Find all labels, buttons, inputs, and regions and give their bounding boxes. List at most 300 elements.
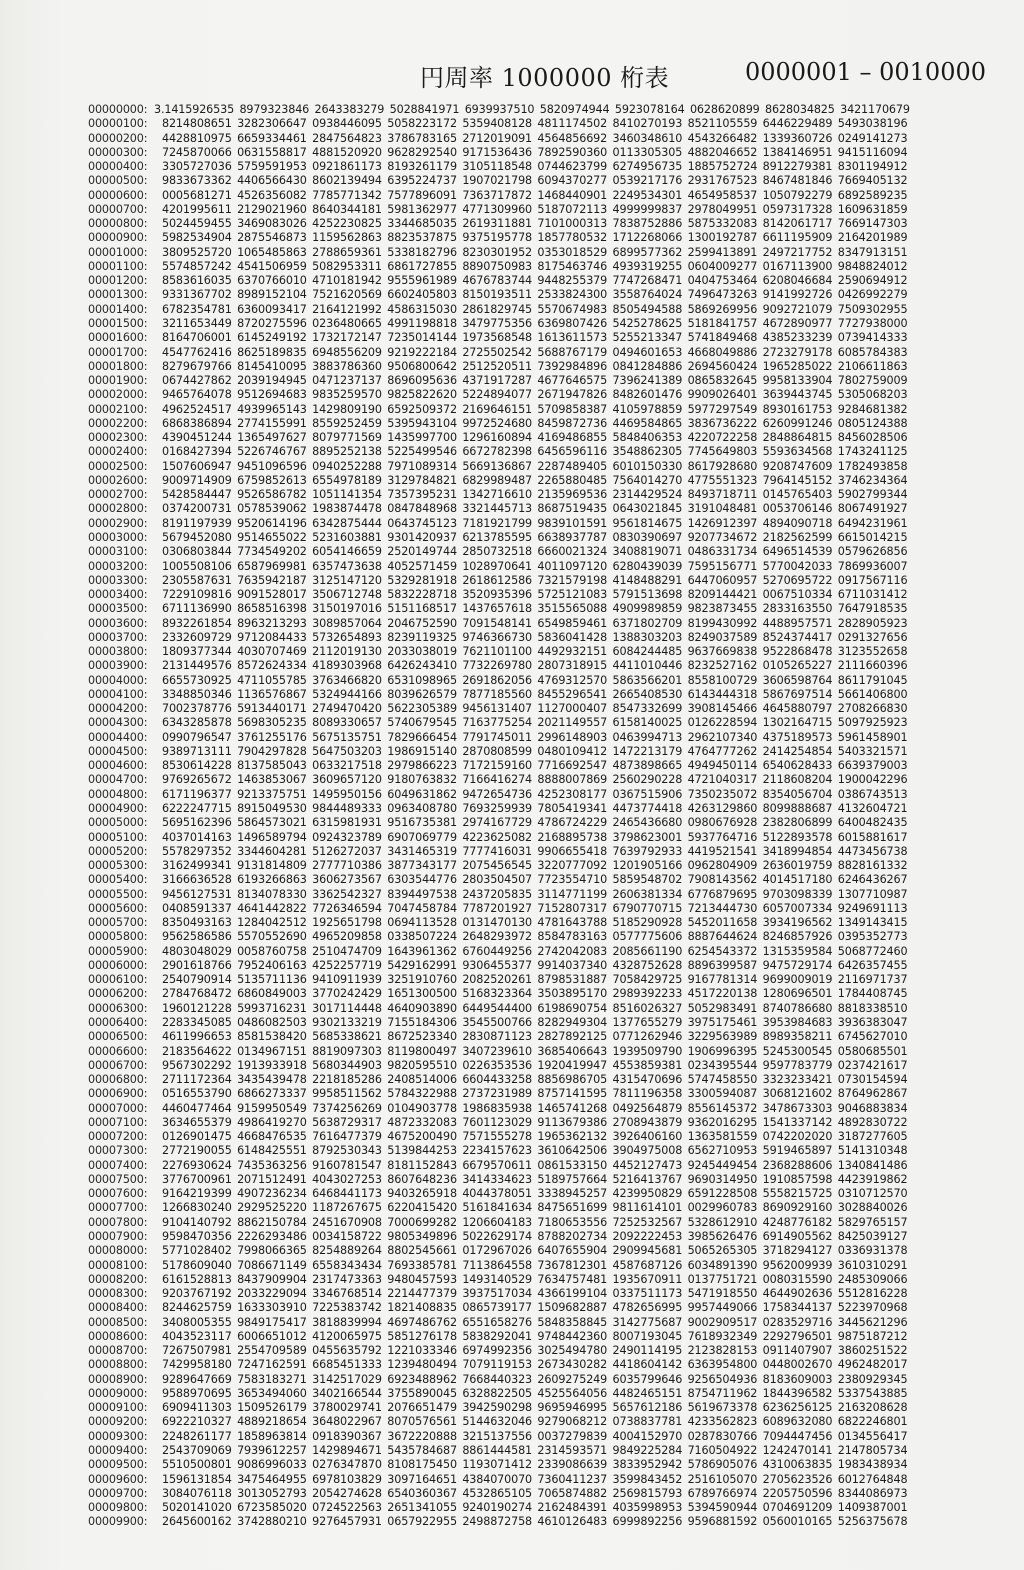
- table-row: [88, 1230, 992, 1244]
- table-row: [88, 160, 992, 174]
- row-digits: 7229109816 9091528017 3506712748 5832228718 3520935396 5725121083 5791513698 8209144421 0067510334 6711031412: [162, 588, 908, 602]
- row-index: 00006900:: [88, 1087, 148, 1101]
- row-index: 00005200:: [88, 844, 148, 858]
- table-row: [88, 816, 992, 830]
- row-index: 00002800:: [88, 502, 148, 516]
- row-digits: 6655730925 4711055785 3763466820 6531098965 2691862056 4769312570 5863566201 8558100729 3606598764 8611791045: [162, 673, 908, 687]
- row-digits: 9203767192 2033229094 3346768514 2214477379 3937517034 4366199104 0337511173 5471918550 4644902636 5512816228: [162, 1287, 908, 1301]
- table-row: [88, 745, 992, 759]
- row-digits: 6711136990 8658516398 3150197016 5151168517 1437657618 3515565088 4909989859 9823873455 2833163550 7647918535: [162, 602, 908, 616]
- row-digits: 6343285878 5698305235 8089330657 5740679545 7163775254 2021149557 6158140025 0126228594 1302164715 5097925923: [162, 716, 908, 730]
- row-digits: 8530614228 8137585043 0633217518 2979866223 7172159160 7716692547 4873898665 4949450114 6540628433 6639379003: [162, 759, 908, 773]
- row-digits: 9331367702 8989152104 7521620569 6602405803 8150193511 2533824300 3558764024 7496473263 9141992726 0426992279: [162, 288, 908, 302]
- row-digits: 4043523117 6006651012 4120065975 5851276178 5838292041 9748442360 8007193045 7618932349 2292796501 9875187212: [162, 1329, 908, 1343]
- table-row: [88, 488, 992, 502]
- table-row: [88, 788, 992, 802]
- row-index: 00000000:: [88, 103, 148, 116]
- table-row: [88, 203, 992, 217]
- table-row: [88, 303, 992, 317]
- row-digits: 9164219399 4907236234 6468441173 9403265918 4044378051 3338945257 4239950829 6591228508 5558215725 0310712570: [162, 1187, 908, 1201]
- row-index: 00003200:: [88, 559, 148, 573]
- table-row: [88, 574, 992, 588]
- row-index: 00004600:: [88, 759, 148, 773]
- table-row: [88, 360, 992, 374]
- table-row: [88, 502, 992, 516]
- row-index: 00003800:: [88, 645, 148, 659]
- table-row: [88, 1016, 992, 1030]
- table-row: [88, 246, 992, 260]
- row-digits: 1596131854 3475464955 6978103829 3097164651 4384070070 7360411237 3599843452 2516105070 2705623526 6012764848: [162, 1472, 908, 1486]
- row-index: 00006200:: [88, 987, 148, 1001]
- row-index: 00006000:: [88, 958, 148, 972]
- row-index: 00008600:: [88, 1329, 148, 1343]
- row-index: 00004900:: [88, 802, 148, 816]
- row-index: 00002400:: [88, 445, 148, 459]
- row-index: 00002900:: [88, 516, 148, 530]
- row-index: 00008900:: [88, 1372, 148, 1386]
- row-digits: 9389713111 7904297828 5647503203 1986915140 2870808599 0480109412 1472213179 4764777262 2414254854 5403321571: [162, 744, 908, 758]
- table-row: [88, 716, 992, 730]
- row-digits: 2543709069 7939612257 1429894671 5435784687 8861444581 2314593571 9849225284 7160504922 1242470141 2147805734: [162, 1443, 908, 1457]
- table-row: [88, 1430, 992, 1444]
- row-index: 00001600:: [88, 331, 148, 345]
- row-digits: 3.1415926535 8979323846 2643383279 5028841971 6939937510 5820974944 5923078164 0628620899 8628034825 3421170679: [154, 103, 910, 116]
- row-index: 00004700:: [88, 773, 148, 787]
- row-index: 00000200:: [88, 131, 148, 145]
- table-row: [88, 1201, 992, 1215]
- table-row: [88, 417, 992, 431]
- table-row: [88, 374, 992, 388]
- table-row: [88, 1102, 992, 1116]
- row-digits: 3162499341 9131814809 2777710386 3877343177 2075456545 3220777092 1201905166 0962804909 2636019759 8828161332: [162, 859, 908, 873]
- row-index: 00007000:: [88, 1101, 148, 1115]
- row-digits: 6868386894 2774155991 8559252459 5395943104 9972524680 8459872736 4469584865 3836736222 6260991246 0805124388: [162, 416, 908, 430]
- row-index: 00007300:: [88, 1144, 148, 1158]
- row-digits: 8191197939 9520614196 6342875444 0643745123 7181921799 9839101591 9561814675 1426912397 4894090718 6494231961: [162, 516, 908, 530]
- row-digits: 4460477464 9159950549 7374256269 0104903778 1986835938 1465741268 0492564879 8556145372 3478673303 9046883834: [162, 1101, 908, 1115]
- table-row: [88, 987, 992, 1001]
- table-row: [88, 916, 992, 930]
- table-row: [88, 103, 992, 117]
- row-index: 00003300:: [88, 573, 148, 587]
- table-row: [88, 631, 992, 645]
- row-digits: 3348850346 1136576867 5324944166 8039626579 7877185560 8455296541 2665408530 6143444318 5867697514 5661406800: [162, 687, 908, 701]
- row-index: 00004100:: [88, 687, 148, 701]
- row-index: 00000500:: [88, 174, 148, 188]
- table-row: [88, 1045, 992, 1059]
- row-digits: 7429958180 7247162591 6685451333 1239480494 7079119153 2673430282 4418604142 6363954800 0448002670 4962482017: [162, 1358, 908, 1372]
- table-row: [88, 1187, 992, 1201]
- table-row: [88, 431, 992, 445]
- row-index: 00000100:: [88, 117, 148, 131]
- row-digits: 3634655379 4986419270 5638729317 4872332083 7601123029 9113679386 2708943879 9362016295 1541337142 4892830722: [162, 1115, 908, 1129]
- row-index: 00005500:: [88, 887, 148, 901]
- row-digits: 9562586586 5570552690 4965209858 0338507224 2648293972 8584783163 0577775606 8887644624 8246857926 0395352773: [162, 930, 908, 944]
- table-row: [88, 1059, 992, 1073]
- row-digits: 6922210327 4889218654 3648022967 8070576561 5144632046 9279068212 0738837781 4233562823 6089632080 6822246801: [162, 1415, 908, 1429]
- table-row: [88, 474, 992, 488]
- row-index: 00001500:: [88, 316, 148, 330]
- row-index: 00009000:: [88, 1386, 148, 1400]
- row-index: 00001200:: [88, 274, 148, 288]
- row-index: 00007700:: [88, 1201, 148, 1215]
- row-digits: 1960121228 5993716231 3017114448 4640903890 6449544400 6198690754 8516026327 5052983491 8740786680 8818338510: [162, 1001, 908, 1015]
- page-header: [0, 58, 1024, 94]
- row-digits: 0168427394 5226746767 8895252138 5225499546 6672782398 6456596116 3548862305 7745649803 5593634568 1743241125: [162, 445, 908, 459]
- table-row: [88, 930, 992, 944]
- row-index: 00005600:: [88, 901, 148, 915]
- row-index: 00003000:: [88, 530, 148, 544]
- table-row: [88, 560, 992, 574]
- table-row: [88, 873, 992, 887]
- row-index: 00002500:: [88, 459, 148, 473]
- row-index: 00002700:: [88, 488, 148, 502]
- digit-range: 0000001 – 0010000: [744, 58, 986, 86]
- row-index: 00003900:: [88, 659, 148, 673]
- row-index: 00005000:: [88, 816, 148, 830]
- row-digits: 6171196377 9213375751 1495950156 6049631862 9472654736 4252308177 0367515906 7350235072 8354056704 0386743513: [162, 787, 908, 801]
- row-digits: 2283345085 0486082503 9302133219 7155184306 3545500766 8282949304 1377655279 3975175461 3953984683 3936383047: [162, 1016, 908, 1029]
- row-digits: 0408591337 4641442822 7726346594 7047458784 7787201927 7152807317 6790770715 7213444730 6057007334 9249691113: [162, 901, 908, 915]
- table-row: [88, 888, 992, 902]
- row-index: 00007600:: [88, 1187, 148, 1201]
- row-digits: 3809525720 1065485863 2788659361 5338182796 8230301952 0353018529 6899577362 2599413891 2497217752 8347913151: [162, 245, 908, 259]
- table-row: [88, 445, 992, 459]
- table-row: [88, 288, 992, 302]
- row-digits: 5024459455 3469083026 4252230825 3344685035 2619311881 7101000313 7838752886 5875332083 8142061717 7669147303: [162, 217, 908, 231]
- row-index: 00008300:: [88, 1287, 148, 1301]
- row-index: 00005300:: [88, 859, 148, 873]
- row-digits: 6782354781 6360093417 2164121992 4586315030 2861829745 5570674983 8505494588 5869269956 9092721079 7509302955: [162, 302, 908, 316]
- row-index: 00008500:: [88, 1315, 148, 1329]
- row-index: 00000600:: [88, 188, 148, 202]
- row-digits: 5178609040 7086671149 6558343434 7693385781 7113864558 7367812301 4587687126 6034891390 9562009939 3610310291: [162, 1258, 908, 1272]
- row-digits: 0005681271 4526356082 7785771342 7577896091 7363717872 1468440901 2249534301 4654958537 1050792279 6892589235: [162, 188, 908, 202]
- row-digits: 9289647669 7583183271 3142517029 6923488962 7668440323 2609275249 6035799646 9256504936 8183609003 2380929345: [162, 1372, 908, 1386]
- row-index: 00009700:: [88, 1486, 148, 1500]
- row-digits: 2901618766 7952406163 4252257719 5429162991 9306455377 9914037340 4328752628 8896399587 9475729174 6426357455: [162, 958, 908, 972]
- row-digits: 6161528813 8437909904 2317473363 9480457593 1493140529 7634757481 1935670911 0137751721 0080315590 2485309066: [162, 1272, 908, 1286]
- row-digits: 0674427862 2039194945 0471237137 8696095636 4371917287 4677646575 7396241389 0865832645 9958133904 7802759009: [162, 374, 908, 388]
- row-index: 00009400:: [88, 1443, 148, 1457]
- page-title: 円周率 1000000 桁表: [420, 64, 670, 92]
- table-row: [88, 1501, 992, 1515]
- row-digits: 5695162396 5864573021 6315981931 9516735381 2974167729 4786724229 2465436680 0980676928 2382806899 6400482435: [162, 816, 908, 830]
- row-digits: 0126901475 4668476535 7616477379 4675200490 7571555278 1965362132 3926406160 1363581559 0742202020 3187277605: [162, 1130, 908, 1144]
- table-row: [88, 973, 992, 987]
- row-digits: 6222247715 8915049530 9844489333 0963408780 7693259939 7805419341 4473774418 4263129860 8099888687 4132604721: [162, 802, 908, 816]
- table-row: [88, 217, 992, 231]
- row-index: 00004800:: [88, 787, 148, 801]
- table-row: [88, 1358, 992, 1372]
- table-row: [88, 1216, 992, 1230]
- row-digits: 2711172364 3435439478 2218185286 2408514006 6604433258 8856986705 4315470696 5747458550 3323233421 0730154594: [162, 1073, 908, 1087]
- row-index: 00005800:: [88, 930, 148, 944]
- table-row: [88, 645, 992, 659]
- row-index: 00002200:: [88, 416, 148, 430]
- row-digits: 8164706001 6145249192 1732172147 7235014144 1973568548 1613611573 5255213347 5741849468 4385233239 0739414333: [162, 331, 908, 345]
- row-index: 00001700:: [88, 345, 148, 359]
- row-index: 00007400:: [88, 1158, 148, 1172]
- row-index: 00003600:: [88, 616, 148, 630]
- row-index: 00005900:: [88, 944, 148, 958]
- table-row: [88, 146, 992, 160]
- table-row: [88, 1316, 992, 1330]
- table-row: [88, 1301, 992, 1315]
- row-digits: 5510500801 9086996033 0276347870 8108175450 1193071412 2339086639 3833952942 5786905076 4310063835 1983438934: [162, 1458, 908, 1472]
- row-digits: 7245870066 0631558817 4881520920 9628292540 9171536436 7892590360 0113305305 4882046652 1384146951 9415116094: [162, 145, 908, 159]
- table-row: [88, 1116, 992, 1130]
- row-index: 00006700:: [88, 1058, 148, 1072]
- table-row: [88, 659, 992, 673]
- table-row: [88, 1330, 992, 1344]
- row-digits: 1005508106 6587969981 6357473638 4052571459 1028970641 4011097120 6280439039 7595156771 5770042033 7869936007: [162, 559, 908, 573]
- table-row: [88, 1030, 992, 1044]
- table-row: [88, 845, 992, 859]
- row-index: 00009500:: [88, 1458, 148, 1472]
- row-index: 00002300:: [88, 431, 148, 445]
- table-row: [88, 1444, 992, 1458]
- row-digits: 4390451244 1365497627 8079771569 1435997700 1296160894 4169486855 5848406353 4220722258 2848864815 8456028506: [162, 431, 908, 445]
- table-row: [88, 517, 992, 531]
- row-digits: 3166636528 6193266863 3606273567 6303544776 2803504507 7723554710 5859548702 7908143562 4014517180 6246436267: [162, 873, 908, 887]
- row-index: 00001100:: [88, 259, 148, 273]
- row-digits: 0990796547 3761255176 5675135751 7829666454 7791745011 2996148903 0463994713 2962107340 4375189573 5961458901: [162, 730, 908, 744]
- row-index: 00000400:: [88, 160, 148, 174]
- row-index: 00001300:: [88, 288, 148, 302]
- row-digits: 0516553790 6866273337 9958511562 5784322988 2737231989 8757141595 7811196358 3300594087 3068121602 8764962867: [162, 1087, 908, 1101]
- row-index: 00003400:: [88, 588, 148, 602]
- row-digits: 8583616035 6370766010 4710181942 9555961989 4676783744 9448255379 7747268471 0404753464 6208046684 2590694912: [162, 274, 908, 288]
- table-row: [88, 602, 992, 616]
- row-index: 00001000:: [88, 245, 148, 259]
- row-digits: 9598470356 2226293486 0034158722 9805349896 5022629174 8788202734 2092222453 3985626476 6914905562 8425039127: [162, 1229, 908, 1243]
- row-index: 00004500:: [88, 744, 148, 758]
- row-digits: 8244625759 1633303910 7225383742 1821408835 0865739177 1509682887 4782656995 9957449066 1758344137 5223970968: [162, 1301, 908, 1315]
- table-row: [88, 731, 992, 745]
- row-index: 00005100:: [88, 830, 148, 844]
- row-index: 00004400:: [88, 730, 148, 744]
- row-digits: 1809377344 4030707469 2112019130 2033038019 7621101100 4492932151 6084244485 9637669838 9522868478 3123552658: [162, 645, 908, 659]
- row-digits: 6909411303 1509526179 3780029741 2076651479 3942590298 9695946995 5657612186 5619673378 6236256125 2163208628: [162, 1401, 908, 1415]
- table-row: [88, 1144, 992, 1158]
- row-index: 00008800:: [88, 1358, 148, 1372]
- row-digits: 4201995611 2129021960 8640344181 5981362977 4771309960 5187072113 4999999837 2978049951 0597317328 1609631859: [162, 202, 908, 216]
- row-digits: 9104140792 8862150784 2451670908 7000699282 1206604183 7180653556 7252532567 5328612910 4248776182 5829765157: [162, 1215, 908, 1229]
- row-digits: 4611996653 8581538420 5685338621 8672523340 2830871123 2827892125 0771262946 3229563989 8989358211 6745627010: [162, 1030, 908, 1044]
- table-row: [88, 260, 992, 274]
- row-digits: 4037014163 1496589794 0924323789 6907069779 4223625082 2168895738 3798623001 5937764716 5122893578 6015881617: [162, 830, 908, 844]
- row-index: 00005400:: [88, 873, 148, 887]
- row-digits: 3211653449 8720275596 0236480665 4991198818 3479775356 6369807426 5425278625 5181841757 4672890977 7727938000: [162, 316, 908, 330]
- row-index: 00002100:: [88, 402, 148, 416]
- table-row: [88, 1415, 992, 1429]
- row-digits: 8350493163 1284042512 1925651798 0694113528 0131470130 4781643788 5185290928 5452011658 3934196562 1349143415: [162, 916, 908, 930]
- table-row: [88, 1087, 992, 1101]
- table-row: [88, 346, 992, 360]
- row-digits: 9588970695 3653494060 3402166544 3755890045 6328822505 4525564056 4482465151 8754711962 1844396582 5337543885: [162, 1386, 908, 1400]
- row-index: 00009800:: [88, 1501, 148, 1515]
- table-row: [88, 1458, 992, 1472]
- table-row: [88, 1373, 992, 1387]
- table-row: [88, 1073, 992, 1087]
- table-row: [88, 1515, 992, 1529]
- row-index: 00007800:: [88, 1215, 148, 1229]
- table-row: [88, 132, 992, 146]
- table-row: [88, 859, 992, 873]
- row-index: 00005700:: [88, 916, 148, 930]
- row-index: 00008700:: [88, 1344, 148, 1358]
- table-row: [88, 189, 992, 203]
- table-row: [88, 1387, 992, 1401]
- row-index: 00009900:: [88, 1515, 148, 1529]
- table-row: [88, 460, 992, 474]
- row-index: 00001400:: [88, 302, 148, 316]
- row-index: 00004000:: [88, 673, 148, 687]
- table-row: [88, 1002, 992, 1016]
- table-row: [88, 688, 992, 702]
- table-row: [88, 403, 992, 417]
- row-digits: 9769265672 1463853067 3609657120 9180763832 7166416274 8888007869 2560290228 4721040317 2118608204 1900042296: [162, 773, 908, 787]
- row-digits: 2131449576 8572624334 4189303968 6426243410 7732269780 2807318915 4411010446 8232527162 0105265227 2111660396: [162, 659, 908, 673]
- row-digits: 2645600162 3742880210 9276457931 0657922955 2498872758 4610126483 6999892256 9596881592 0560010165 5256375678: [162, 1515, 908, 1529]
- row-index: 00008200:: [88, 1272, 148, 1286]
- row-digits: 5578297352 3344604281 5126272037 3431465319 7777416031 9906655418 7639792933 4419521541 3418994854 4473456738: [162, 844, 908, 858]
- row-index: 00006400:: [88, 1016, 148, 1029]
- row-digits: 3305727036 5759591953 0921861173 8193261179 3105118548 0744623799 6274956735 1885752724 8912279381 8301194912: [162, 160, 908, 174]
- table-row: [88, 317, 992, 331]
- row-digits: 4547762416 8625189835 6948556209 9219222184 2725502542 5688767179 0494601653 4668049886 2723279178 6085784383: [162, 345, 908, 359]
- table-row: [88, 1130, 992, 1144]
- row-digits: 2248261177 1858963814 0918390367 3672220888 3215137556 0037279839 4004152970 0287830766 7094447456 0134556417: [162, 1429, 908, 1443]
- row-digits: 7267507981 2554709589 0455635792 1221033346 6974992356 3025494780 2490114195 2123828153 0911407907 3860251522: [162, 1344, 908, 1358]
- row-digits: 4428810975 6659334461 2847564823 3786783165 2712019091 4564856692 3460348610 4543266482 1339360726 0249141273: [162, 131, 908, 145]
- table-row: [88, 1159, 992, 1173]
- row-index: 00000300:: [88, 145, 148, 159]
- row-digits: 5574857242 4541506959 5082953311 6861727855 8890750983 8175463746 4939319255 0604009277 0167113900 9848824012: [162, 259, 908, 273]
- row-index: 00003500:: [88, 602, 148, 616]
- table-row: [88, 531, 992, 545]
- row-digits: 9009714909 6759852613 6554978189 3129784821 6829989487 2265880485 7564014270 4775551323 7964145152 3746234364: [162, 473, 908, 487]
- table-row: [88, 945, 992, 959]
- table-row: [88, 1259, 992, 1273]
- row-index: 00009100:: [88, 1401, 148, 1415]
- row-digits: 9465764078 9512694683 9835259570 9825822620 5224894077 2671947826 8482601476 9909026401 3639443745 5305068203: [162, 388, 908, 402]
- row-index: 00000800:: [88, 217, 148, 231]
- row-index: 00004300:: [88, 716, 148, 730]
- row-digits: 4962524517 4939965143 1429809190 6592509372 2169646151 5709858387 4105978859 5977297549 8930161753 9284681382: [162, 402, 908, 416]
- row-index: 00003100:: [88, 545, 148, 559]
- table-row: [88, 831, 992, 845]
- table-row: [88, 545, 992, 559]
- row-index: 00008100:: [88, 1258, 148, 1272]
- table-row: [88, 674, 992, 688]
- row-digits: 2772190055 6148425551 8792530343 5139844253 2234157623 3610642506 3904975008 6562710953 5919465897 5141310348: [162, 1144, 908, 1158]
- row-index: 00002000:: [88, 388, 148, 402]
- table-row: [88, 117, 992, 131]
- table-row: [88, 702, 992, 716]
- table-row: [88, 1173, 992, 1187]
- row-digits: 2332609729 9712084433 5732654893 8239119325 9746366730 5836041428 1388303203 8249037589 8524374417 0291327656: [162, 630, 908, 644]
- row-digits: 5771028402 7998066365 8254889264 8802545661 0172967026 6407655904 2909945681 5065265305 3718294127 0336931378: [162, 1244, 908, 1258]
- row-index: 00006600:: [88, 1044, 148, 1058]
- table-row: [88, 759, 992, 773]
- row-index: 00006100:: [88, 973, 148, 987]
- table-row: [88, 1287, 992, 1301]
- row-digits: 1266830240 2929525220 1187267675 6220415420 5161841634 8475651699 9811614101 0029960783 8690929160 3028840026: [162, 1201, 908, 1215]
- row-digits: 0374200731 0578539062 1983874478 0847848968 3321445713 8687519435 0643021845 3191048481 0053706146 8067491927: [162, 502, 908, 516]
- table-row: [88, 274, 992, 288]
- row-index: 00006800:: [88, 1073, 148, 1087]
- table-row: [88, 1344, 992, 1358]
- row-digits: 2183564622 0134967151 8819097303 8119800497 3407239610 3685406643 1939509790 1906996395 5245300545 0580685501: [162, 1044, 908, 1058]
- row-index: 00007200:: [88, 1130, 148, 1144]
- table-row: [88, 802, 992, 816]
- row-digits: 9456127531 8134078330 3362542327 8394497538 2437205835 3114771199 2606381334 6776879695 9703098339 1307710987: [162, 887, 908, 901]
- row-index: 00009300:: [88, 1429, 148, 1443]
- row-index: 00008000:: [88, 1244, 148, 1258]
- row-digits: 4803048029 0058760758 2510474709 1643961362 6760449256 2742042083 2085661190 6254543372 1315359584 5068772460: [162, 944, 908, 958]
- row-index: 00007900:: [88, 1229, 148, 1243]
- table-row: [88, 1244, 992, 1258]
- table-row: [88, 231, 992, 245]
- row-index: 00000900:: [88, 231, 148, 245]
- row-index: 00006300:: [88, 1001, 148, 1015]
- row-digits: 9833673362 4406566430 8602139494 6395224737 1907021798 6094370277 0539217176 2931767523 8467481846 7669405132: [162, 174, 908, 188]
- row-digits: 3408005355 9849175417 3818839994 4697486762 6551658276 5848358845 3142775687 9002909517 0283529716 3445621296: [162, 1315, 908, 1329]
- row-digits: 9567302292 1913933918 5680344903 9820595510 0226353536 1920419947 4553859381 0234395544 9597783779 0237421617: [162, 1058, 908, 1072]
- row-index: 00000700:: [88, 202, 148, 216]
- row-index: 00008400:: [88, 1301, 148, 1315]
- row-digits: 2305587631 7635942187 3125147120 5329281918 2618612586 7321579198 4148488291 6447060957 5270695722 0917567116: [162, 573, 908, 587]
- table-row: [88, 1473, 992, 1487]
- row-digits: 3776700961 2071512491 4043027253 8607648236 3414334623 5189757664 5216413767 9690314950 1910857598 4423919862: [162, 1172, 908, 1186]
- row-digits: 8214808651 3282306647 0938446095 5058223172 5359408128 4811174502 8410270193 8521105559 6446229489 5493038196: [162, 117, 908, 131]
- row-digits: 8279679766 8145410095 3883786360 9506800642 2512520511 7392984896 0841284886 2694560424 1965285022 2106611863: [162, 359, 908, 373]
- row-digits: 0306803844 7734549202 6054146659 2520149744 2850732518 6660021324 3408819071 0486331734 6496514539 0579626856: [162, 545, 908, 559]
- row-index: 00004200:: [88, 702, 148, 716]
- row-index: 00007100:: [88, 1115, 148, 1129]
- row-index: 00001900:: [88, 374, 148, 388]
- table-row: [88, 1487, 992, 1501]
- table-row: [88, 902, 992, 916]
- row-index: 00007500:: [88, 1172, 148, 1186]
- table-row: [88, 174, 992, 188]
- pi-digit-table: [88, 103, 992, 1530]
- row-digits: 2540790914 5135711136 9410911939 3251910760 2082520261 8798531887 7058429725 9167781314 9699009019 2116971737: [162, 973, 908, 987]
- row-digits: 2276930624 7435363256 9160781547 8181152843 6679570611 0861533150 4452127473 9245449454 2368288606 1340841486: [162, 1158, 908, 1172]
- table-row: [88, 1273, 992, 1287]
- row-digits: 7002378776 5913440171 2749470420 5622305389 9456131407 1127000407 8547332699 3908145466 4645880797 2708266830: [162, 702, 908, 716]
- row-index: 00009600:: [88, 1472, 148, 1486]
- row-index: 00001800:: [88, 359, 148, 373]
- row-digits: 8932261854 8963213293 3089857064 2046752590 7091548141 6549859461 6371802709 8199430992 4488957571 2828905923: [162, 616, 908, 630]
- row-index: 00009200:: [88, 1415, 148, 1429]
- row-digits: 5982534904 2875546873 1159562863 8823537875 9375195778 1857780532 1712268066 1300192787 6611195909 2164201989: [162, 231, 908, 245]
- row-digits: 5020141020 6723585020 0724522563 2651341055 9240190274 2162484391 4035998953 5394590944 0704691209 1409387001: [162, 1501, 908, 1515]
- table-row: [88, 1401, 992, 1415]
- row-index: 00002600:: [88, 473, 148, 487]
- row-index: 00006500:: [88, 1030, 148, 1044]
- row-digits: 1507606947 9451096596 0940252288 7971089314 5669136867 2287489405 6010150330 8617928680 9208747609 1782493858: [162, 459, 908, 473]
- row-index: 00003700:: [88, 630, 148, 644]
- table-row: [88, 959, 992, 973]
- table-row: [88, 773, 992, 787]
- table-row: [88, 331, 992, 345]
- row-digits: 3084076118 3013052793 2054274628 6540360367 4532865105 7065874882 2569815793 6789766974 2205750596 8344086973: [162, 1486, 908, 1500]
- table-row: [88, 617, 992, 631]
- table-row: [88, 588, 992, 602]
